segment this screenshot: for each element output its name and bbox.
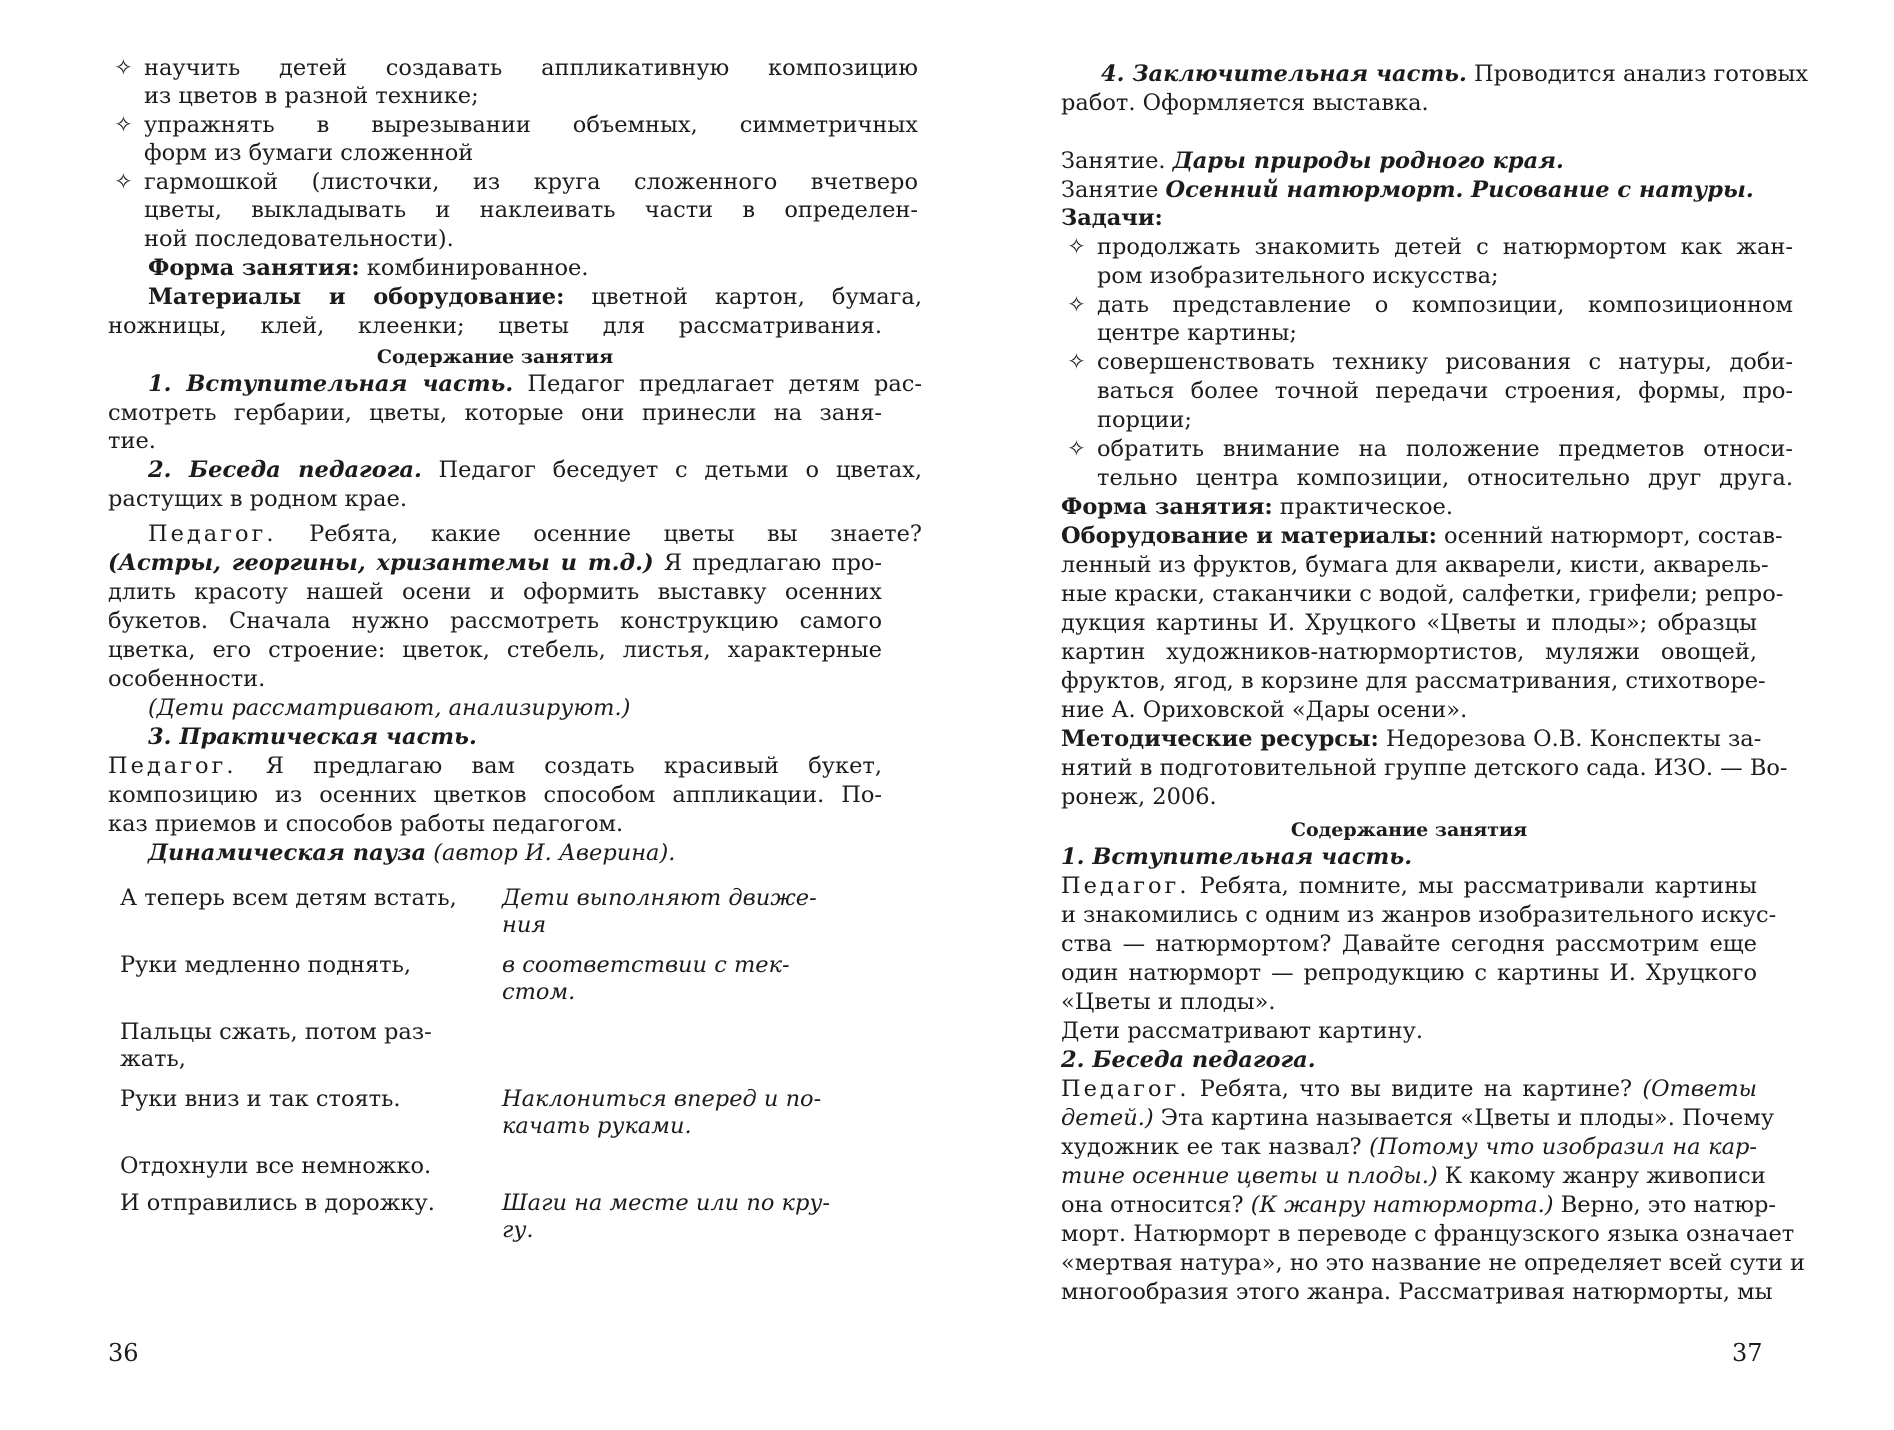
poem-verse: жать, — [120, 1046, 186, 1072]
right-page — [947, 0, 1894, 1430]
text-line: Оборудование и материалы: осенний натюрморт, состав- — [1061, 523, 1783, 549]
text-line: ✧ гармошкой (листочки, из круга сложенного вчетверо — [108, 168, 918, 196]
page-number: 36 — [108, 1339, 139, 1367]
text-line: ✧ обратить внимание на положение предметов относи- — [1061, 435, 1793, 463]
text-line: и знакомились с одним из жанров изобразительного искус- — [1061, 902, 1777, 928]
text-line: 4. Заключительная часть. Проводится анализ готовых — [1101, 61, 1809, 87]
text-line: цветка, его строение: цветок, стебель, листья, характерные — [108, 637, 882, 663]
text-line: Дети рассматривают картину. — [1061, 1018, 1423, 1044]
text-line: Динамическая пауза (автор И. Аверина). — [148, 840, 676, 866]
poem-verse: Руки вниз и так стоять. — [120, 1086, 401, 1112]
text-line: 3. Практическая часть. — [148, 724, 477, 750]
text-line: ленный из фруктов, бумага для акварели, кисти, акварель- — [1061, 552, 1769, 578]
text-line: особенности. — [108, 666, 266, 692]
text-line: ножницы, клей, клеенки; цветы для рассматривания. — [108, 313, 882, 339]
text-line: многообразия этого жанра. Рассматривая натюрморты, мы — [1061, 1279, 1773, 1305]
text-line: (Дети рассматривают, анализируют.) — [148, 695, 631, 721]
text-line: тине осенние цветы и плоды.) К какому жанру живописи — [1061, 1163, 1766, 1189]
text-line: картин художников-натюрмортистов, муляжи овощей, — [1061, 639, 1757, 665]
text-line: Занятие. Дары природы родного края. — [1061, 148, 1564, 174]
text-line: ронеж, 2006. — [1061, 784, 1217, 810]
text-line: Педагог. Ребята, какие осенние цветы вы знаете? — [148, 521, 922, 547]
poem-verse: Пальцы сжать, потом раз- — [120, 1019, 432, 1045]
text-line: тие. — [108, 428, 156, 454]
text-line: ✧ продолжать знакомить детей с натюрмортом как жан- — [1061, 233, 1793, 261]
section-heading: Содержание занятия — [376, 346, 614, 368]
text-line: цветы, выкладывать и наклеивать части в определен- — [144, 197, 918, 223]
poem-action: Шаги на месте или по кру- — [502, 1190, 831, 1216]
text-line: тельно центра композиции, относительно друг друга. — [1097, 465, 1793, 491]
poem-action: ния — [502, 912, 547, 938]
text-line: порции; — [1097, 407, 1192, 433]
poem-action: качать руками. — [502, 1113, 692, 1139]
text-line: ✧ научить детей создавать аппликативную композицию — [108, 54, 918, 82]
text-line: 1. Вступительная часть. — [1061, 844, 1413, 870]
text-line: ром изобразительного искусства; — [1097, 263, 1499, 289]
text-line: Занятие Осенний натюрморт. Рисование с натуры. — [1061, 177, 1754, 203]
text-line: дукция картины И. Хруцкого «Цветы и плоды»; образцы — [1061, 610, 1757, 636]
text-line: растущих в родном крае. — [108, 486, 408, 512]
poem-action: гу. — [502, 1217, 534, 1243]
section-heading: Содержание занятия — [1290, 819, 1528, 841]
text-line: Форма занятия: комбинированное. — [148, 255, 589, 281]
poem-verse: А теперь всем детям встать, — [120, 885, 457, 911]
text-line: ние А. Ориховской «Дары осени». — [1061, 697, 1468, 723]
page-number: 37 — [1732, 1339, 1763, 1367]
text-line: Педагог. Ребята, помните, мы рассматривали картины — [1061, 873, 1757, 899]
text-line: 2. Беседа педагога. Педагог беседует с детьми о цветах, — [148, 457, 922, 483]
poem-action: Наклониться вперед и по- — [502, 1086, 822, 1112]
text-line: «Цветы и плоды». — [1061, 989, 1276, 1015]
text-line: Форма занятия: практическое. — [1061, 494, 1453, 520]
text-line: 1. Вступительная часть. Педагог предлагает детям рас- — [148, 371, 923, 397]
text-line: ✧ дать представление о композиции, композиционном — [1061, 291, 1793, 319]
text-line: каз приемов и способов работы педагогом. — [108, 811, 624, 837]
text-line: фруктов, ягод, в корзине для рассматривания, стихотворе- — [1061, 668, 1766, 694]
poem-action: Дети выполняют движе- — [502, 885, 817, 911]
text-line: форм из бумаги сложенной — [144, 140, 474, 166]
text-line: 2. Беседа педагога. — [1061, 1047, 1316, 1073]
poem-verse: И отправились в дорожку. — [120, 1190, 435, 1216]
text-line: центре картины; — [1097, 320, 1297, 346]
poem-verse: Отдохнули все немножко. — [120, 1153, 432, 1179]
text-line: детей.) Эта картина называется «Цветы и плоды». Почему — [1061, 1105, 1775, 1131]
text-line: Материалы и оборудование: цветной картон, бумага, — [148, 284, 922, 310]
text-line: ной последовательности). — [144, 226, 454, 252]
text-line: ✧ совершенствовать технику рисования с натуры, доби- — [1061, 348, 1793, 376]
text-line: Педагог. Я предлагаю вам создать красивый букет, — [108, 753, 882, 779]
text-line: букетов. Сначала нужно рассмотреть конструкцию самого — [108, 608, 882, 634]
text-line: ваться более точной передачи строения, формы, про- — [1097, 378, 1793, 404]
text-line: из цветов в разной технике; — [144, 83, 479, 109]
text-line: ✧ упражнять в вырезывании объемных, симметричных — [108, 111, 918, 139]
text-line: «мертвая натура», но это название не определяет всей сути и — [1061, 1250, 1805, 1276]
text-line: длить красоту нашей осени и оформить выставку осенних — [108, 579, 882, 605]
text-line: Методические ресурсы: Недорезова О.В. Конспекты за- — [1061, 726, 1762, 752]
text-line: (Астры, георгины, хризантемы и т.д.) Я предлагаю про- — [108, 550, 882, 576]
text-line: Педагог. Ребята, что вы видите на картине? (Ответы — [1061, 1076, 1757, 1102]
poem-action: стом. — [502, 979, 576, 1005]
text-line: смотреть гербарии, цветы, которые они принесли на заня- — [108, 400, 882, 426]
text-line: художник ее так назвал? (Потому что изобразил на кар- — [1061, 1134, 1758, 1160]
poem-action: в соответствии с тек- — [502, 952, 790, 978]
text-line: нятий в подготовительной группе детского сада. ИЗО. — Во- — [1061, 755, 1788, 781]
text-line: ства — натюрмортом? Давайте сегодня рассмотрим еще — [1061, 931, 1757, 957]
poem-verse: Руки медленно поднять, — [120, 952, 411, 978]
text-line: один натюрморт — репродукцию с картины И. Хруцкого — [1061, 960, 1757, 986]
text-line: морт. Натюрморт в переводе с французского языка означает — [1061, 1221, 1795, 1247]
text-line: Задачи: — [1061, 205, 1163, 231]
text-line: ные краски, стаканчики с водой, салфетки, грифели; репро- — [1061, 581, 1784, 607]
text-line: она относится? (К жанру натюрморта.) Верно, это натюр- — [1061, 1192, 1776, 1218]
text-line: работ. Оформляется выставка. — [1061, 90, 1429, 116]
text-line: композицию из осенних цветков способом аппликации. По- — [108, 782, 882, 808]
